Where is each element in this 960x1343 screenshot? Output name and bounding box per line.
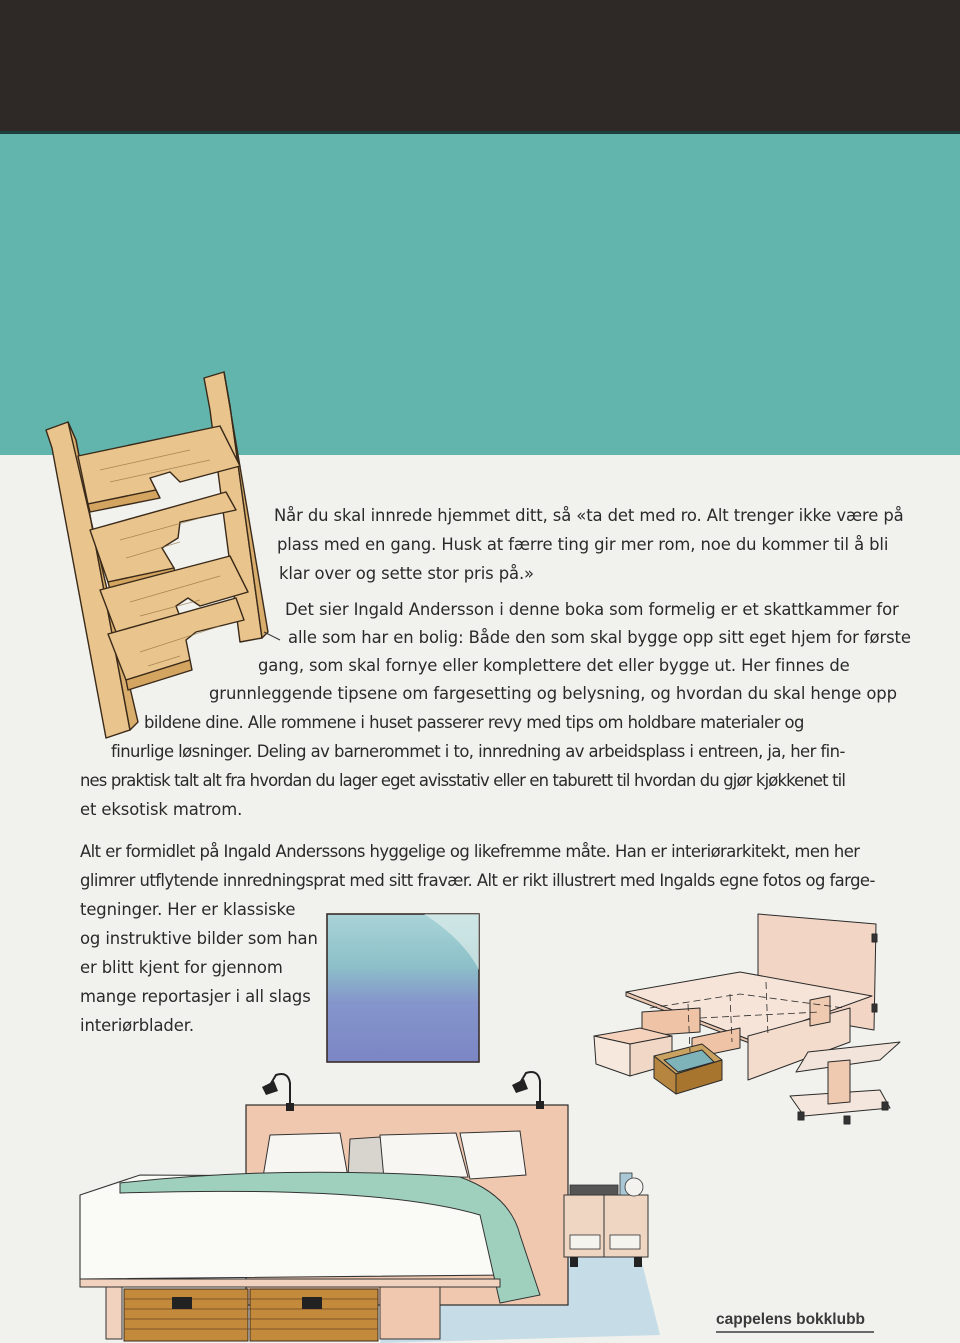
top-dark-band [0, 0, 960, 132]
description-p1-line-6: finurlige løsninger. Deling av barnerommet i to, innredning av arbeidsplass i entreen, ja, her fin- [111, 742, 845, 761]
description-p2-line-1: Alt er formidlet på Ingald Anderssons hyggelige og likefremme måte. Han er interiørarkitekt, men her [80, 842, 860, 861]
description-p1-line-3: gang, som skal fornye eller komplettere det eller bygge ut. Her finnes de [258, 656, 850, 675]
description-p2-line-7: interiørblader. [80, 1016, 194, 1035]
description-p2-line-2: glimrer utflytende innredningsprat med sitt fravær. Alt er rikt illustrert med Ingalds egne fotos og farge- [80, 871, 875, 890]
quote-line-3: klar over og sette stor pris på.» [279, 564, 534, 583]
description-p1-line-4: grunnleggende tipsene om fargesetting og belysning, og hvordan du skal henge opp [209, 684, 897, 703]
watercolor-painting-illustration [324, 910, 486, 1066]
quote-line-2: plass med en gang. Husk at færre ting gir mer rom, noe du kommer til å bli [277, 535, 889, 554]
description-p2-line-6: mange reportasjer i all slags [80, 987, 311, 1006]
description-p2-line-3: tegninger. Her er klassiske [80, 900, 296, 919]
publisher-name: cappelens bokklubb [716, 1311, 866, 1328]
description-p1-line-7: nes praktisk talt alt fra hvordan du lager eget avisstativ eller en taburett til hvordan du gjør kjøkkenet til [80, 771, 846, 790]
description-p1-line-5: bildene dine. Alle rommene i huset passerer revy med tips om holdbare materialer og [144, 713, 804, 732]
description-p1-line-8: et eksotisk matrom. [80, 800, 243, 819]
description-p1-line-1: Det sier Ingald Andersson i denne boka som formelig er et skattkammer for [285, 600, 899, 619]
description-p1-line-2: alle som har en bolig: Både den som skal bygge opp sitt eget hjem for første [288, 628, 911, 647]
description-p2-line-5: er blitt kjent for gjennom [80, 958, 283, 977]
bedroom-illustration [80, 1065, 700, 1343]
description-p2-line-4: og instruktive bilder som han [80, 929, 318, 948]
publisher-underline [716, 1331, 874, 1333]
quote-line-1: Når du skal innrede hjemmet ditt, så «ta det med ro. Alt trenger ikke være på [274, 506, 904, 525]
